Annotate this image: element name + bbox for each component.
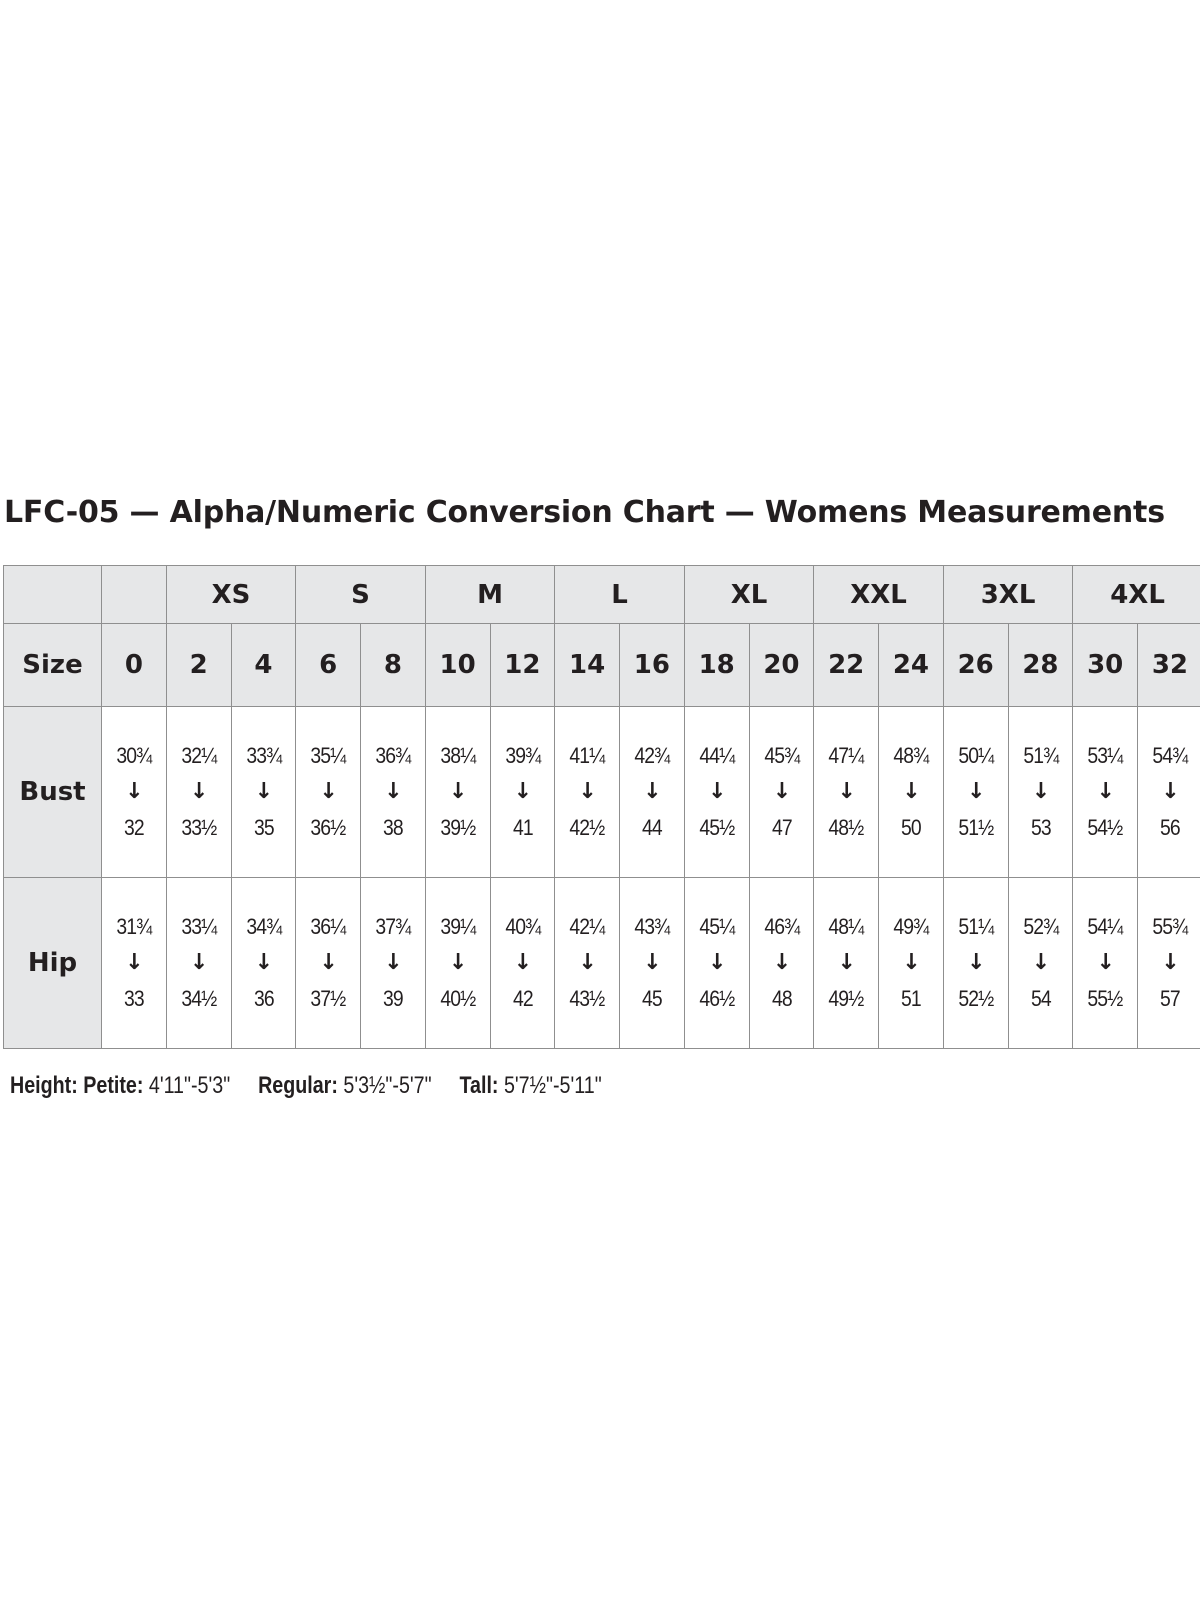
petite-label: Petite: [83,1072,144,1099]
hip-range-to: 36 [253,986,274,1011]
height-note [10,1072,602,1100]
hip-range-cell [102,878,167,1049]
hip-range-from: 31¾ [116,914,152,939]
bust-range-to: 44 [642,815,662,840]
down-arrow-icon: ↓ [902,950,920,975]
down-arrow-icon: ↓ [513,950,532,975]
hip-range-from: 55¾ [1152,914,1188,939]
bust-range-cell [102,707,167,878]
down-arrow-icon: ↓ [772,950,791,975]
hip-range-from: 49¾ [893,914,929,939]
down-arrow-icon: ↓ [578,950,596,975]
hip-range-to: 40½ [440,986,476,1011]
down-arrow-icon: ↓ [1096,950,1114,975]
hip-range-cell [166,878,231,1049]
down-arrow-icon: ↓ [1161,950,1179,975]
hip-range-cell [361,878,426,1049]
down-arrow-icon: ↓ [1031,950,1050,975]
size-cell: 10 [425,624,490,707]
alpha-header-xl: XL [684,566,814,624]
bust-range-to: 45½ [699,815,735,840]
hip-range-cell [1008,878,1073,1049]
size-cell: 6 [296,624,361,707]
hip-range-cell [425,878,490,1049]
bust-range-from: 50¼ [958,743,994,768]
down-arrow-icon: ↓ [837,779,855,804]
bust-range-from: 33¾ [245,743,281,768]
bust-range-cell [490,707,555,878]
alpha-header-cell [102,566,167,624]
bust-range-from: 45¾ [763,743,799,768]
hip-range-from: 51¼ [958,914,994,939]
hip-range-cell [490,878,555,1049]
hip-range-from: 33¼ [181,914,217,939]
hip-range-from: 37¾ [375,914,411,939]
down-arrow-icon: ↓ [384,950,402,975]
bust-range-cell [684,707,749,878]
numeric-size-row [4,624,1200,707]
regular-value: 5'3½"-5'7" [343,1072,432,1099]
hip-range-to: 51 [901,986,921,1011]
bust-row-label: Bust [4,707,102,878]
down-arrow-icon: ↓ [254,950,273,975]
hip-range-cell [231,878,296,1049]
alpha-header-3xl: 3XL [943,566,1073,624]
hip-range-from: 45¼ [699,914,735,939]
bust-range-cell [749,707,814,878]
down-arrow-icon: ↓ [513,779,532,804]
size-cell: 24 [879,624,944,707]
bust-range-to: 56 [1160,815,1180,840]
bust-range-from: 35¼ [310,743,346,768]
size-cell: 30 [1073,624,1138,707]
size-cell: 2 [166,624,231,707]
size-cell: 22 [814,624,879,707]
bust-range-to: 51½ [958,815,994,840]
down-arrow-icon: ↓ [125,950,143,975]
bust-range-to: 42½ [569,815,605,840]
regular-label: Regular: [258,1072,338,1099]
bust-row [4,707,1200,878]
bust-range-to: 48½ [828,815,864,840]
hip-range-to: 37½ [310,986,346,1011]
size-cell: 20 [749,624,814,707]
hip-range-from: 54¼ [1087,914,1123,939]
down-arrow-icon: ↓ [319,950,337,975]
down-arrow-icon: ↓ [448,950,467,975]
bust-range-to: 39½ [440,815,476,840]
bust-range-cell [231,707,296,878]
size-cell: 28 [1008,624,1073,707]
down-arrow-icon: ↓ [384,779,402,804]
bust-range-from: 54¾ [1152,743,1188,768]
bust-range-cell [879,707,944,878]
hip-range-to: 43½ [569,986,605,1011]
hip-range-to: 33 [123,986,144,1011]
hip-range-from: 42¼ [569,914,605,939]
hip-range-cell [749,878,814,1049]
hip-range-from: 48¼ [828,914,864,939]
bust-range-cell [814,707,879,878]
down-arrow-icon: ↓ [189,779,208,804]
hip-range-from: 34¾ [245,914,281,939]
hip-range-cell [1138,878,1200,1049]
alpha-header-l: L [555,566,685,624]
bust-range-to: 32 [123,815,144,840]
size-cell: 0 [102,624,167,707]
hip-range-cell [684,878,749,1049]
hip-range-cell [620,878,685,1049]
bust-range-to: 53 [1030,815,1051,840]
size-cell: 18 [684,624,749,707]
size-cell: 32 [1138,624,1200,707]
hip-range-cell [555,878,620,1049]
down-arrow-icon: ↓ [448,779,467,804]
chart-title: LFC-05 — Alpha/Numeric Conversion Chart — Womens Measurements [4,495,1165,530]
down-arrow-icon: ↓ [125,779,143,804]
size-cell: 12 [490,624,555,707]
hip-range-to: 39 [382,986,403,1011]
bust-range-to: 50 [901,815,921,840]
alpha-size-row [4,566,1200,624]
size-cell: 16 [620,624,685,707]
bust-range-from: 30¾ [116,743,152,768]
down-arrow-icon: ↓ [902,779,920,804]
bust-range-to: 54½ [1087,815,1123,840]
hip-range-cell [943,878,1008,1049]
hip-range-to: 45 [642,986,662,1011]
bust-range-from: 41¼ [569,743,605,768]
down-arrow-icon: ↓ [1031,779,1050,804]
down-arrow-icon: ↓ [1161,779,1179,804]
down-arrow-icon: ↓ [772,779,791,804]
bust-range-to: 47 [771,815,792,840]
bust-range-from: 53¼ [1087,743,1123,768]
down-arrow-icon: ↓ [966,950,985,975]
down-arrow-icon: ↓ [707,950,726,975]
down-arrow-icon: ↓ [643,950,661,975]
down-arrow-icon: ↓ [578,779,596,804]
hip-range-to: 52½ [958,986,994,1011]
bust-range-to: 38 [382,815,403,840]
bust-range-from: 32¼ [181,743,217,768]
hip-row [4,878,1200,1049]
size-cell: 8 [361,624,426,707]
hip-range-to: 55½ [1087,986,1123,1011]
hip-range-to: 49½ [828,986,864,1011]
hip-range-to: 34½ [181,986,217,1011]
hip-range-cell [879,878,944,1049]
bust-range-cell [555,707,620,878]
bust-range-from: 51¾ [1022,743,1058,768]
bust-range-cell [620,707,685,878]
down-arrow-icon: ↓ [1096,779,1114,804]
bust-range-cell [943,707,1008,878]
bust-range-cell [166,707,231,878]
size-cell: 14 [555,624,620,707]
down-arrow-icon: ↓ [837,950,855,975]
height-label: Height: [10,1072,78,1099]
down-arrow-icon: ↓ [707,779,726,804]
bust-range-to: 36½ [310,815,346,840]
alpha-header-s: S [296,566,426,624]
size-cell: 4 [231,624,296,707]
hip-range-from: 46¾ [763,914,799,939]
bust-range-cell [361,707,426,878]
hip-range-from: 40¾ [504,914,540,939]
hip-range-from: 39¼ [440,914,476,939]
petite-value: 4'11"-5'3" [148,1072,231,1099]
bust-range-from: 38¼ [440,743,476,768]
alpha-header-m: M [425,566,555,624]
down-arrow-icon: ↓ [189,950,208,975]
hip-range-to: 42 [512,986,533,1011]
alpha-header-4xl: 4XL [1073,566,1200,624]
hip-range-cell [296,878,361,1049]
bust-range-to: 33½ [181,815,217,840]
bust-range-cell [1008,707,1073,878]
size-cell: 26 [943,624,1008,707]
bust-range-from: 42¾ [634,743,670,768]
alpha-header-xs: XS [166,566,296,624]
hip-range-cell [814,878,879,1049]
size-row-label: Size [4,624,102,707]
tall-value: 5'7½"-5'11" [503,1072,602,1099]
tall-label: Tall: [459,1072,499,1099]
hip-range-to: 57 [1160,986,1180,1011]
hip-range-from: 36¼ [310,914,346,939]
hip-range-to: 54 [1030,986,1051,1011]
bust-range-cell [425,707,490,878]
bust-range-cell [1073,707,1138,878]
down-arrow-icon: ↓ [966,779,985,804]
bust-range-from: 47¼ [828,743,864,768]
hip-range-from: 43¾ [634,914,670,939]
hip-range-to: 48 [771,986,792,1011]
down-arrow-icon: ↓ [643,779,661,804]
bust-range-cell [1138,707,1200,878]
hip-row-label: Hip [4,878,102,1049]
bust-range-from: 48¾ [893,743,929,768]
down-arrow-icon: ↓ [319,779,337,804]
alpha-header-cell [4,566,102,624]
bust-range-cell [296,707,361,878]
hip-range-cell [1073,878,1138,1049]
bust-range-from: 39¾ [504,743,540,768]
alpha-header-xxl: XXL [814,566,944,624]
down-arrow-icon: ↓ [254,779,273,804]
bust-range-from: 36¾ [375,743,411,768]
hip-range-to: 46½ [699,986,735,1011]
bust-range-to: 35 [253,815,274,840]
conversion-table [3,565,1200,1049]
bust-range-from: 44¼ [699,743,735,768]
hip-range-from: 52¾ [1022,914,1058,939]
bust-range-to: 41 [512,815,533,840]
